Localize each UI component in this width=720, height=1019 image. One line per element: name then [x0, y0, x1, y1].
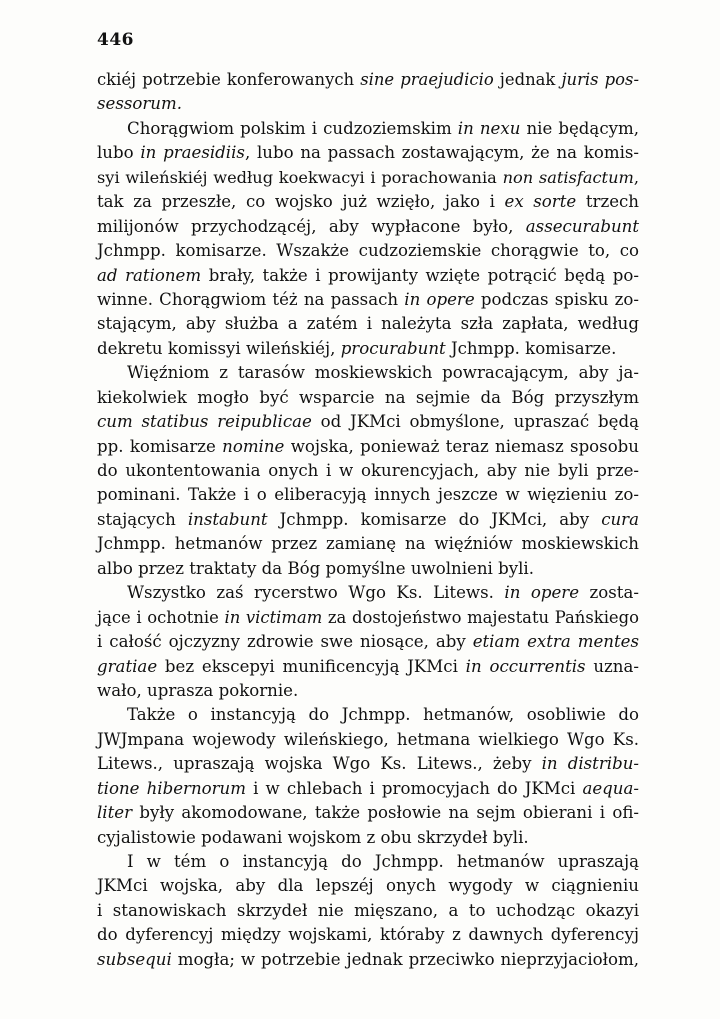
text-line [97, 117, 639, 141]
text-line [97, 899, 639, 923]
text-run: wojska, ponieważ teraz niemasz sposobu [284, 436, 639, 456]
italic-phrase: tione hibernorum [97, 778, 246, 798]
text-run: syi wileńskiéj według koekwacyi i porachowania [97, 167, 503, 187]
text-line [97, 777, 639, 801]
page-number: 446 [97, 30, 134, 50]
italic-phrase: assecurabunt [525, 216, 639, 236]
italic-phrase: nomine [222, 436, 285, 456]
text-line [97, 923, 639, 947]
text-run: uzna- [585, 656, 639, 676]
text-run: za dostojeństwo majestatu Pańskiego [322, 607, 639, 627]
text-line [97, 679, 639, 703]
text-run: Chorągwiom polskim i cudzoziemskim [127, 118, 458, 138]
text-run: ckiéj potrzebie konferowanych [97, 70, 361, 89]
text-run: Jchmpp. komisarze. Wszakże cudzoziemskie chorągwie to, co [97, 241, 639, 261]
text-run: Wszystko zaś rycerstwo Wgo Ks. Litews. [127, 583, 505, 603]
text-run: lubo [97, 143, 141, 163]
text-line [97, 337, 639, 361]
text-line [97, 850, 639, 874]
italic-phrase: in nexu [457, 118, 521, 138]
text-line [97, 435, 639, 459]
text-line [97, 508, 639, 532]
text-run: stającym, aby służba a zatém i należyta szła zapłata, według [97, 314, 639, 334]
italic-phrase: non satisfactum [502, 167, 634, 187]
text-line [97, 728, 639, 752]
text-run: jednak [493, 70, 562, 89]
text-line [97, 606, 639, 630]
text-line [97, 557, 639, 581]
text-run: pominani. Także i o eliberacyją innych jeszcze w więzieniu zo- [97, 485, 639, 505]
italic-phrase: in opere [504, 583, 580, 603]
text-run: nie będącym, [520, 118, 639, 138]
text-line [97, 68, 639, 92]
text-line [97, 532, 639, 556]
italic-phrase: in victimam [224, 607, 323, 627]
text-line [97, 215, 639, 239]
italic-phrase: procurabunt [340, 338, 446, 358]
text-line [97, 141, 639, 165]
text-line [97, 630, 639, 654]
italic-phrase: subsequi [97, 949, 172, 969]
text-run: Jchmpp. hetmanów przez zamianę na więźniów moskiewskich [97, 534, 639, 554]
text-line [97, 874, 639, 898]
italic-phrase: sine praejudicio [360, 70, 494, 89]
italic-phrase: in praesidiis [140, 143, 245, 163]
text-run: mogła; w potrzebie jednak przeciwko nieprzyjaciołom, [171, 949, 639, 969]
body-text [97, 68, 639, 972]
text-run: milijonów przychodzącéj, aby wypłacone było, [97, 216, 526, 236]
text-line [97, 239, 639, 263]
italic-phrase: in opere [404, 289, 475, 309]
italic-phrase: in occurrentis [465, 656, 586, 676]
text-line [97, 386, 639, 410]
text-run: zosta- [579, 583, 639, 603]
text-run: i w chlebach i promocyjach do JKMci [245, 778, 583, 798]
text-run: , [633, 167, 639, 187]
italic-phrase: etiam extra mentes [472, 632, 639, 652]
text-run: były akomodowane, także posłowie na sejm obierani i ofi- [132, 803, 639, 823]
text-run: od JKMci obmyślone, upraszać będą [311, 412, 639, 432]
text-run: I w tém o instancyją do Jchmpp. hetmanów upraszają [127, 852, 639, 871]
text-run: pp. komisarze [97, 436, 223, 456]
italic-phrase: in distribu- [541, 754, 639, 774]
text-line [97, 312, 639, 336]
text-run: brały, także i prowijanty wzięte potrącić będą po- [201, 265, 639, 285]
text-run: dekretu komissyi wileńskiéj, [97, 338, 341, 358]
italic-phrase: aequa- [582, 778, 639, 798]
text-run: Litews., upraszają wojska Wgo Ks. Litews., żeby [97, 754, 542, 774]
text-run: jące i ochotnie [97, 607, 225, 627]
italic-phrase: instabunt [187, 509, 268, 529]
text-line [97, 288, 639, 312]
text-run: trzech [576, 192, 639, 212]
italic-phrase: sessorum. [97, 94, 182, 114]
italic-phrase: cum statibus reipublicae [97, 412, 312, 432]
italic-phrase: cura [601, 509, 639, 529]
text-run: cyjalistowie podawani wojskom z obu skrzydeł byli. [97, 827, 529, 847]
text-line [97, 801, 639, 825]
text-line [97, 166, 639, 190]
text-run: tak za przeszłe, co wojsko już wzięło, jako i [97, 192, 505, 212]
text-line [97, 410, 639, 434]
text-run: wało, uprasza pokornie. [97, 680, 299, 700]
text-line [97, 264, 639, 288]
text-run: JWJmpana wojewody wileńskiego, hetmana wielkiego Wgo Ks. [97, 729, 639, 749]
text-line [97, 752, 639, 776]
text-line [97, 92, 639, 116]
text-run: stających [97, 509, 188, 529]
text-run: Więźniom z tarasów moskiewskich powracającym, aby ja- [127, 363, 639, 383]
text-line [97, 361, 639, 385]
text-line [97, 459, 639, 483]
text-run: albo przez traktaty da Bóg pomyślne uwolnieni byli. [97, 558, 535, 578]
text-line [97, 581, 639, 605]
italic-phrase: ad rationem [97, 265, 202, 285]
italic-phrase: liter [97, 803, 133, 823]
text-run: JKMci wojska, aby dla lepszéj onych wygody w ciągnieniu [97, 876, 639, 896]
text-line [97, 190, 639, 214]
text-run: winne. Chorągwiom téż na passach [97, 289, 405, 309]
text-run: bez ekscepyi munificencyją JKMci [157, 656, 466, 676]
text-line [97, 826, 639, 850]
italic-phrase: juris pos- [561, 70, 639, 89]
text-run: i stanowiskach skrzydeł nie mięszano, a to uchodząc okazyi [97, 900, 639, 920]
text-run: podczas spisku zo- [474, 289, 639, 309]
italic-phrase: gratiae [97, 656, 158, 676]
text-run: do dyferencyj między wojskami, któraby z dawnych dyferencyj [97, 925, 639, 945]
text-run: kiekolwiek mogło być wsparcie na sejmie da Bóg przyszłym [97, 387, 639, 407]
text-run: do ukontentowania onych i w okurencyjach, aby nie byli prze- [97, 461, 639, 480]
text-run: Także o instancyją do Jchmpp. hetmanów, osobliwie do [127, 705, 639, 725]
italic-phrase: ex sorte [504, 192, 577, 212]
text-run: , lubo na passach zostawającym, że na komis- [244, 143, 640, 163]
text-line [97, 703, 639, 727]
text-line [97, 483, 639, 507]
text-line [97, 655, 639, 679]
text-run: i całość ojczyzny zdrowie swe niosące, aby [97, 632, 473, 652]
text-run: Jchmpp. komisarze do JKMci, aby [267, 509, 602, 529]
text-line [97, 948, 639, 972]
text-run: Jchmpp. komisarze. [445, 338, 617, 358]
